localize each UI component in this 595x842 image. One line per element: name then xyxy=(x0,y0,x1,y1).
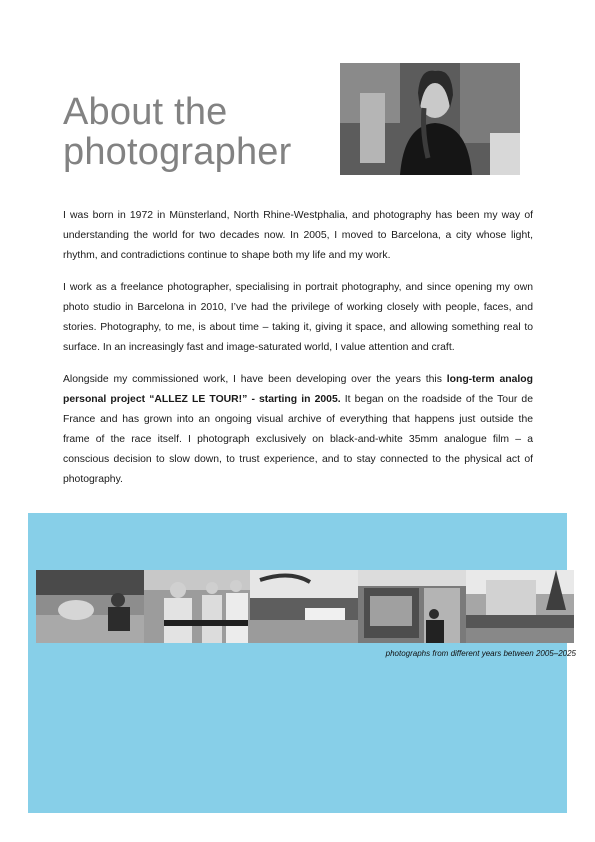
strip-photo-roadside-picnic xyxy=(36,570,144,643)
bio-paragraph-1: I was born in 1972 in Münsterland, North Rhine-Westphalia, and photography has been my way of understanding the world for two decades now. In 2005, I moved to Barcelona, a city whose light, rhythm, and contradictions continue to shape both my life and my work. xyxy=(63,210,533,261)
bio-paragraph-2: I work as a freelance photographer, specialising in portrait photography, and since opening my own photo studio in Barcelona in 2010, I’ve had the privilege of working closely with people, faces, and stories. Photography, to me, is about time – taking it, giving it space, and allowing something real to surface. In an increasingly fast and image-saturated world, I value attention and craft. xyxy=(63,282,533,353)
gallery-caption: photographs from different years between 2005–2025 xyxy=(385,649,576,658)
project-highlight: long-term analog personal project “ALLEZ LE TOUR!” - starting in 2005. xyxy=(63,374,533,405)
page-title xyxy=(63,92,333,172)
gallery-panel xyxy=(28,513,567,813)
strip-photo-race-crowd xyxy=(250,570,358,643)
bio-paragraph-3 xyxy=(63,370,533,490)
bio-paragraph-3-start: Alongside my commissioned work, I have been developing over the years this xyxy=(63,374,447,385)
strip-photo-police-officers xyxy=(144,570,250,643)
page-title-line-2: photographer xyxy=(63,131,292,173)
page-title-line-1: About the xyxy=(63,91,228,133)
photo-strip xyxy=(36,570,574,643)
bio-paragraph-3-end: It began on the roadside of the Tour de France and has grown into an ongoing visual archive of everything that happens just outside the frame of the race itself. I photograph exclusively on black-and-white 35mm analogue film – a conscious decision to slow down, to trust experience, and to stay connected to the physical act of photography. xyxy=(63,394,533,485)
biography-text xyxy=(63,206,533,502)
photographer-portrait xyxy=(340,63,520,175)
strip-photo-storefront xyxy=(358,570,466,643)
strip-photo-town-square xyxy=(466,570,574,643)
